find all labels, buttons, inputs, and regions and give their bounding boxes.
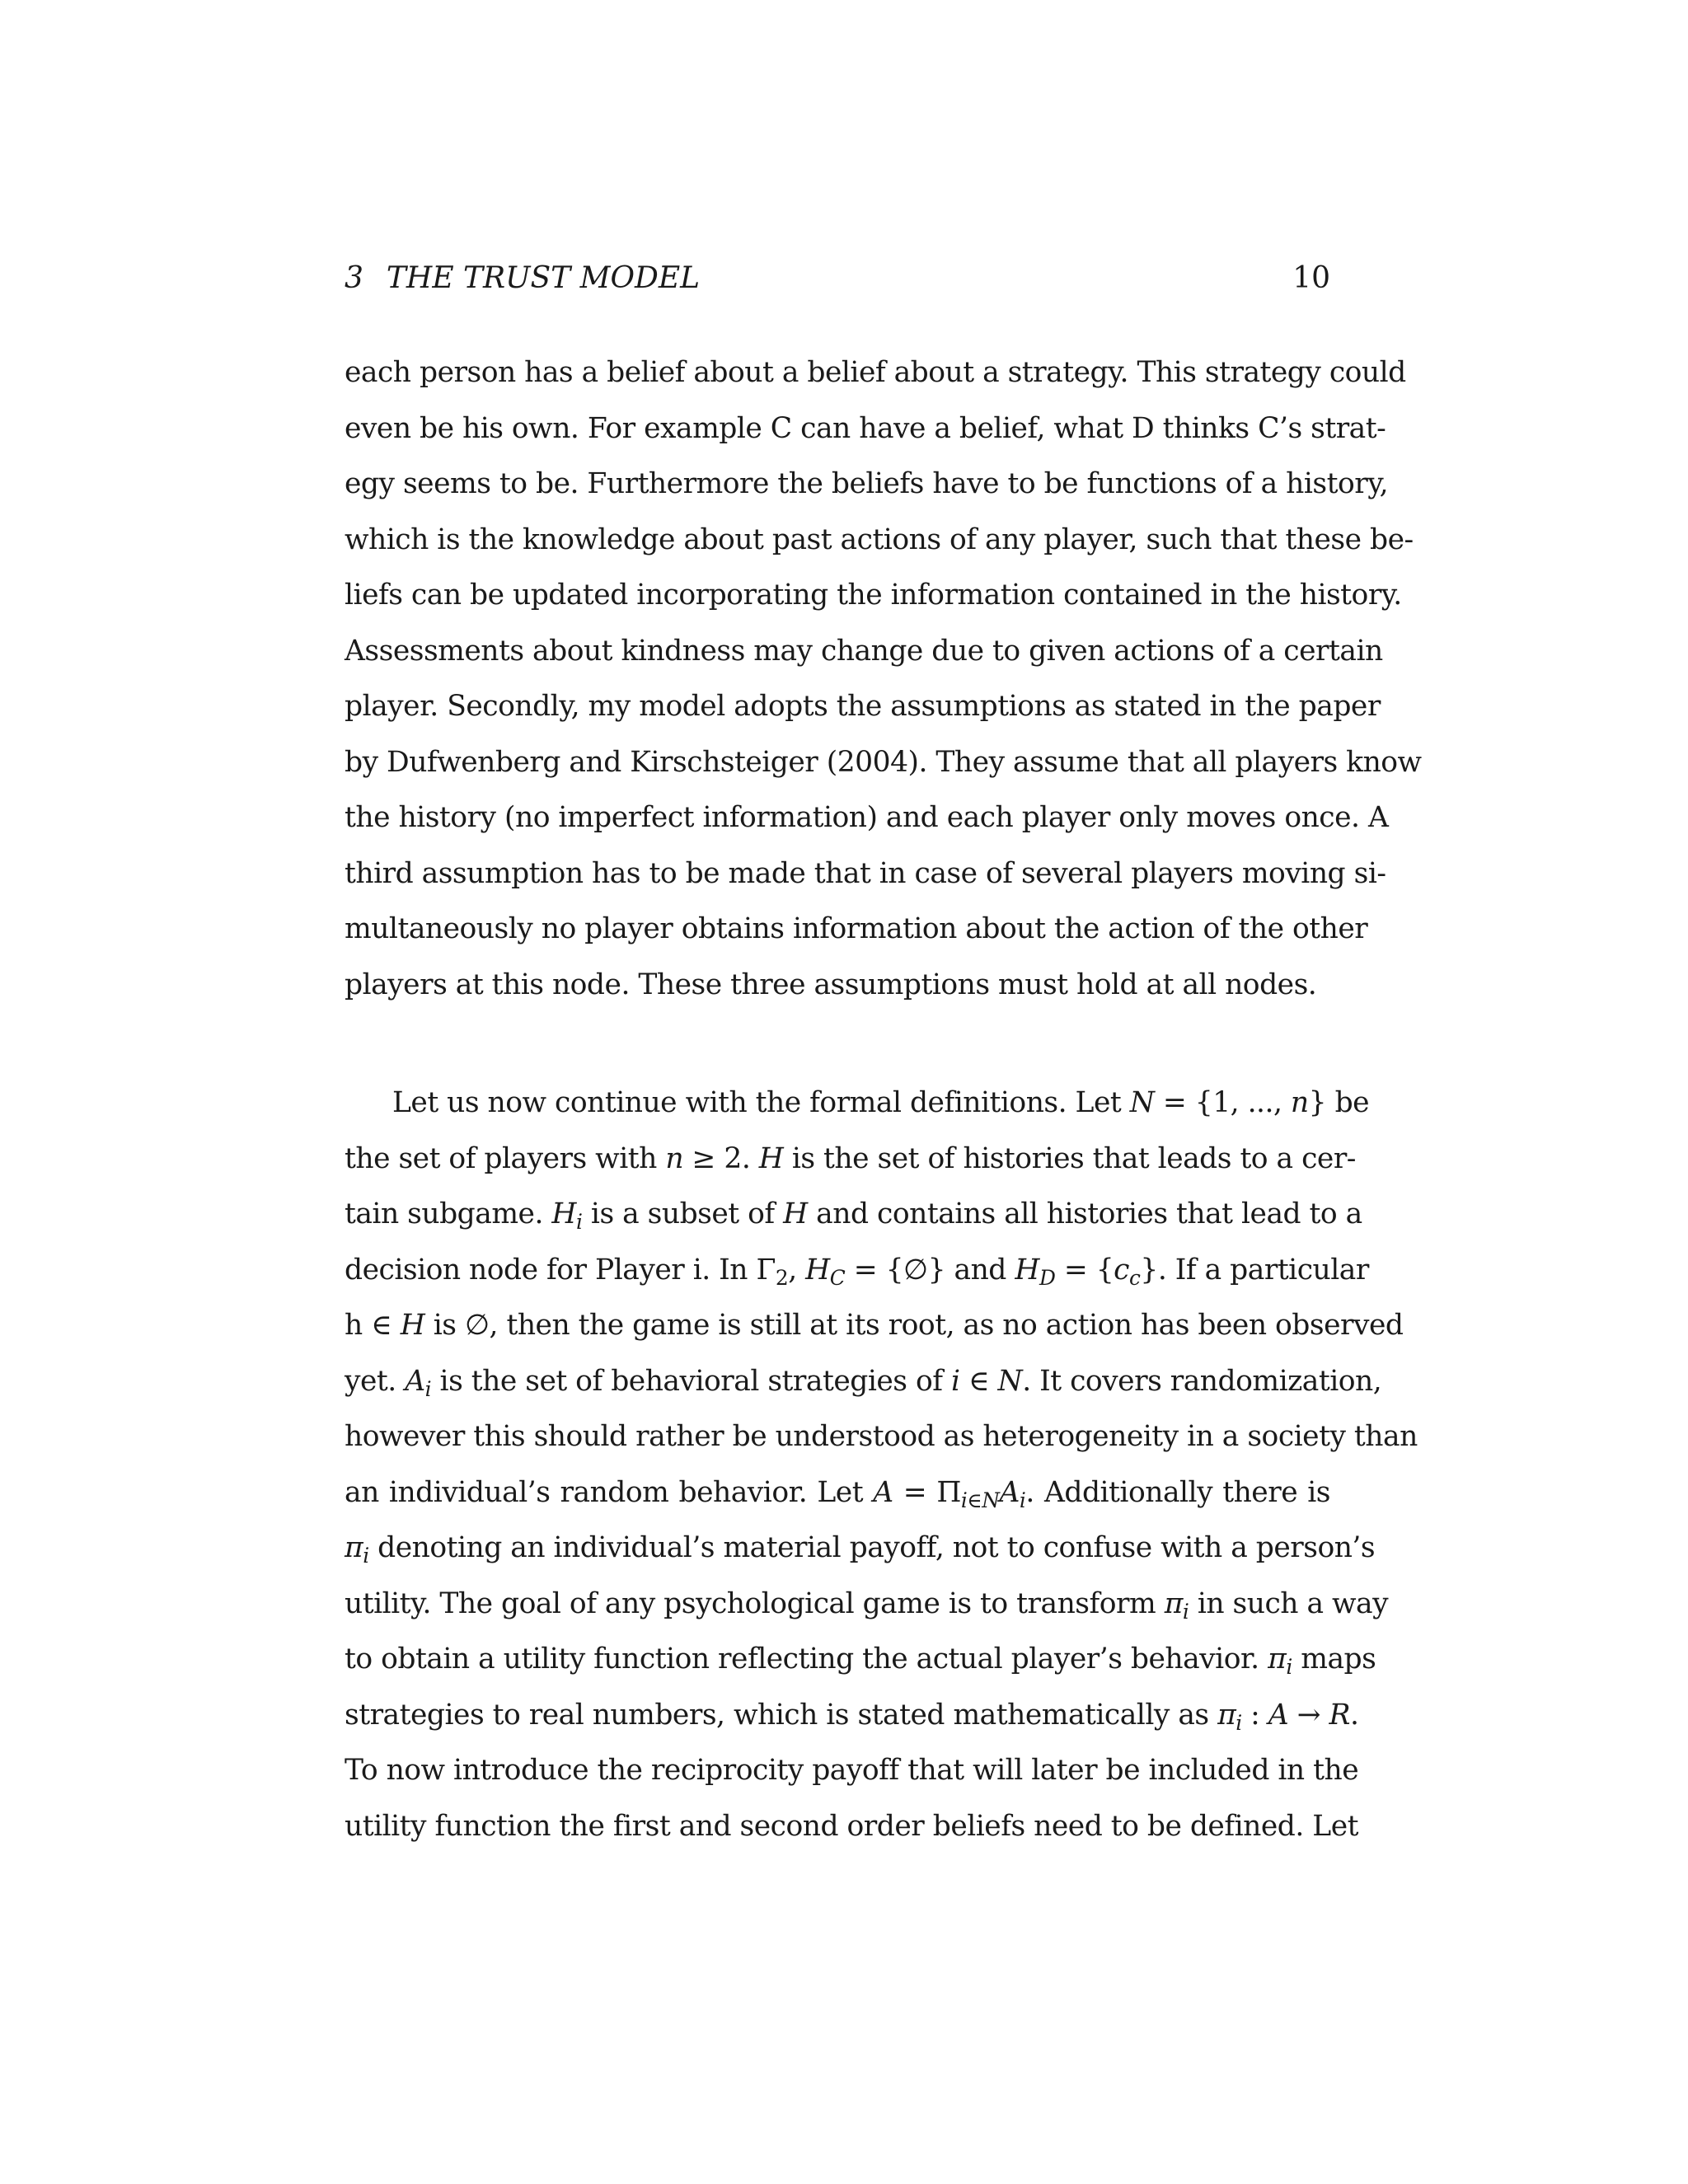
text-line: each person has a belief about a belief about a strategy. This strategy could: [345, 356, 1406, 389]
text-line: yet. $A_i$ is the set of behavioral strategies of i ∈ N. It covers randomization,: [345, 1364, 1382, 1401]
text-line: the set of players with n ≥ 2. H is the set of histories that leads to a cer-: [345, 1141, 1356, 1175]
text-line: an individual’s random behavior. Let $A = \Pi_{i\in N}A_i$. Additionally there is: [345, 1475, 1330, 1512]
text-line: utility function the first and second order beliefs need to be defined. Let: [345, 1809, 1358, 1843]
text-line: h ∈ H is ∅, then the game is still at its root, as no action has been observed: [345, 1309, 1404, 1342]
paragraph-2: [345, 1076, 1418, 1854]
page-number: 10: [1292, 261, 1330, 295]
text-line: player. Secondly, my model adopts the assumptions as stated in the paper: [345, 690, 1381, 723]
text-line: to obtain a utility function reflecting the actual player’s behavior. $\pi_i$ maps: [345, 1643, 1376, 1679]
text-line: tain subgame. $H_i$ is a subset of H and contains all histories that lead to a: [345, 1197, 1362, 1234]
text-line: the history (no imperfect information) and each player only moves once. A: [345, 801, 1389, 834]
text-line: Assessments about kindness may change due to given actions of a certain: [345, 634, 1383, 668]
text-line: even be his own. For example C can have a belief, what D thinks C’s strat-: [345, 411, 1386, 445]
text-line: third assumption has to be made that in case of several players moving si-: [345, 856, 1386, 890]
text-line: egy seems to be. Furthermore the beliefs have to be functions of a history,: [345, 467, 1389, 500]
text-line: which is the knowledge about past actions of any player, such that these be-: [345, 523, 1414, 556]
text-line: $\pi_i$ denoting an individual’s material payoff, not to confuse with a person’s: [345, 1531, 1376, 1568]
text-line: however this should rather be understood as heterogeneity in a society than: [345, 1420, 1418, 1453]
text-line: utility. The goal of any psychological game is to transform $\pi_i$ in such a way: [345, 1586, 1389, 1624]
text-line: strategies to real numbers, which is stated mathematically as $\pi_i$ : A → R.: [345, 1698, 1359, 1735]
text-line: liefs can be updated incorporating the information contained in the history.: [345, 579, 1402, 612]
text-line: by Dufwenberg and Kirschsteiger (2004). They assume that all players know: [345, 745, 1422, 779]
running-header: [345, 260, 1330, 297]
text-line: Let us now continue with the formal definitions. Let N = {1, ..., n} be: [392, 1086, 1370, 1119]
header-section-title: 3 THE TRUST MODEL: [345, 261, 701, 295]
text-line: decision node for Player i. In $\Gamma_2$, $H_C$ = {∅} and $H_D = \{c_c\}$. If a particular: [345, 1253, 1369, 1290]
text-line: players at this node. These three assumptions must hold at all nodes.: [345, 968, 1317, 1001]
paragraph-1: [345, 345, 1422, 1013]
text-line: To now introduce the reciprocity payoff that will later be included in the: [345, 1754, 1359, 1787]
text-line: multaneously no player obtains information about the action of the other: [345, 912, 1368, 945]
